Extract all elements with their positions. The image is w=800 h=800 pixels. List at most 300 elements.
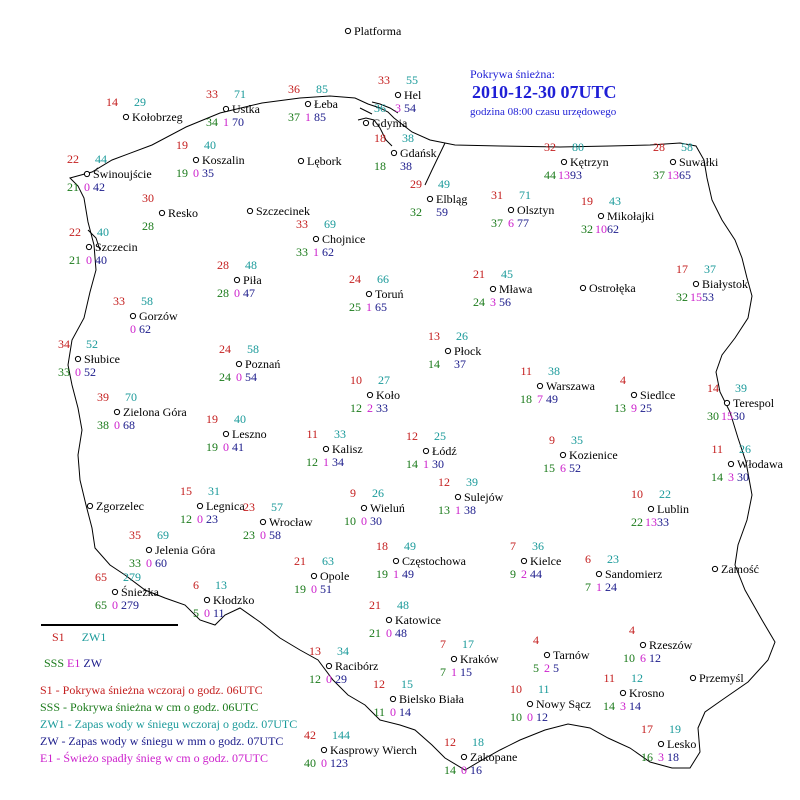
station bbox=[217, 258, 262, 300]
value-sss: 32 bbox=[676, 290, 688, 304]
station-marker bbox=[363, 120, 368, 125]
station bbox=[707, 381, 775, 423]
value-sss: 28 bbox=[142, 219, 154, 233]
station-name: Mikołajki bbox=[607, 209, 655, 223]
value-zw1: 12 bbox=[631, 671, 643, 685]
station bbox=[306, 427, 363, 469]
value-zw: 62 bbox=[322, 245, 334, 259]
value-s1: 24 bbox=[349, 272, 361, 286]
value-s1: 22 bbox=[69, 225, 81, 239]
station-marker bbox=[87, 503, 92, 508]
station-marker bbox=[223, 106, 228, 111]
value-zw: 24 bbox=[605, 580, 617, 594]
station-marker bbox=[326, 663, 331, 668]
value-zw1: 26 bbox=[739, 442, 751, 456]
value-e1: 1 bbox=[451, 665, 457, 679]
station-name: Śnieżka bbox=[121, 585, 159, 599]
value-e1: 0 bbox=[311, 582, 317, 596]
value-zw: 38 bbox=[464, 503, 476, 517]
legend-line-s1: S1 - Pokrywa śnieżna wczoraj o godz. 06UTC bbox=[40, 683, 263, 697]
value-zw: 65 bbox=[679, 168, 691, 182]
value-s1: 17 bbox=[676, 262, 688, 276]
station-marker bbox=[75, 356, 80, 361]
station bbox=[373, 677, 465, 719]
value-s1: 11 bbox=[603, 671, 615, 685]
station bbox=[206, 87, 261, 129]
station-marker bbox=[159, 210, 164, 215]
station-name: Kraków bbox=[460, 652, 499, 666]
station-marker bbox=[390, 696, 395, 701]
station bbox=[288, 82, 339, 124]
value-zw: 44 bbox=[530, 567, 542, 581]
station-marker bbox=[345, 28, 350, 33]
value-e1: 15 bbox=[690, 290, 702, 304]
value-e1: 0 bbox=[84, 180, 90, 194]
value-zw: 68 bbox=[123, 418, 135, 432]
value-zw1: 44 bbox=[95, 152, 107, 166]
value-zw1: 71 bbox=[234, 87, 246, 101]
value-s1: 22 bbox=[67, 152, 79, 166]
value-zw1: 48 bbox=[245, 258, 257, 272]
value-e1: 0 bbox=[260, 528, 266, 542]
value-e1: 1 bbox=[423, 457, 429, 471]
station-name: Kozienice bbox=[569, 448, 618, 462]
poland-border bbox=[68, 96, 775, 770]
value-zw: 30 bbox=[370, 514, 382, 528]
station bbox=[614, 373, 675, 415]
station bbox=[142, 191, 198, 233]
station-marker bbox=[305, 101, 310, 106]
value-s1: 30 bbox=[142, 191, 154, 205]
value-s1: 10 bbox=[350, 373, 362, 387]
value-sss: 19 bbox=[376, 567, 388, 581]
value-sss: 5 bbox=[533, 661, 539, 675]
value-e1: 6 bbox=[640, 651, 646, 665]
station-marker bbox=[690, 675, 695, 680]
station-name: Kielce bbox=[530, 554, 562, 568]
station-name: Włodawa bbox=[737, 457, 783, 471]
legend-line-sss: SSS - Pokrywa śnieżna w cm o godz. 06UTC bbox=[40, 700, 259, 714]
station-marker bbox=[112, 589, 117, 594]
value-zw: 47 bbox=[243, 286, 255, 300]
value-e1: 13 bbox=[558, 168, 570, 182]
value-e1: 2 bbox=[367, 401, 373, 415]
station bbox=[363, 101, 408, 130]
value-sss: 15 bbox=[543, 461, 555, 475]
station bbox=[345, 24, 402, 38]
value-zw: 14 bbox=[629, 699, 641, 713]
value-s1: 18 bbox=[374, 131, 386, 145]
value-sss: 16 bbox=[641, 750, 653, 764]
value-zw: 51 bbox=[320, 582, 332, 596]
station-name: Świnoujście bbox=[93, 167, 152, 181]
value-zw: 52 bbox=[569, 461, 581, 475]
station-name: Kalisz bbox=[332, 442, 363, 456]
value-zw: 56 bbox=[499, 295, 511, 309]
station-marker bbox=[204, 597, 209, 602]
value-zw: 11 bbox=[213, 606, 225, 620]
station bbox=[296, 217, 365, 259]
station bbox=[243, 500, 313, 542]
station-name: Wrocław bbox=[269, 515, 313, 529]
value-e1: 15 bbox=[721, 409, 733, 423]
value-s1: 35 bbox=[129, 528, 141, 542]
value-zw1: 40 bbox=[97, 225, 109, 239]
value-zw: 52 bbox=[84, 365, 96, 379]
value-e1: 0 bbox=[204, 606, 210, 620]
station-marker bbox=[598, 213, 603, 218]
value-sss: 12 bbox=[306, 455, 318, 469]
station-name: Katowice bbox=[395, 613, 441, 627]
station-name: Białystok bbox=[702, 277, 749, 291]
station-marker bbox=[521, 558, 526, 563]
value-s1: 9 bbox=[549, 433, 555, 447]
station-name: Ostrołęka bbox=[589, 281, 636, 295]
value-zw: 42 bbox=[93, 180, 105, 194]
value-zw1: 39 bbox=[735, 381, 747, 395]
station-marker bbox=[393, 558, 398, 563]
station bbox=[676, 262, 748, 304]
station-name: Opole bbox=[320, 569, 350, 583]
legend-key-zw: ZW bbox=[83, 656, 103, 670]
value-sss: 10 bbox=[344, 514, 356, 528]
station-marker bbox=[724, 400, 729, 405]
station-marker bbox=[193, 157, 198, 162]
station-marker bbox=[234, 277, 239, 282]
value-zw: 35 bbox=[202, 166, 214, 180]
value-s1: 12 bbox=[444, 735, 456, 749]
station bbox=[180, 484, 245, 526]
value-zw: 62 bbox=[139, 322, 151, 336]
value-zw: 41 bbox=[232, 440, 244, 454]
value-s1: 33 bbox=[378, 73, 390, 87]
station-marker bbox=[197, 503, 202, 508]
value-sss: 24 bbox=[219, 370, 231, 384]
value-zw: 58 bbox=[269, 528, 281, 542]
value-e1: 10 bbox=[595, 222, 607, 236]
station bbox=[585, 552, 662, 594]
station-name: Zgorzelec bbox=[96, 499, 144, 513]
station-name: Gdynia bbox=[372, 116, 408, 130]
station-name: Sandomierz bbox=[605, 567, 663, 581]
legend-key-row-1 bbox=[52, 630, 106, 645]
value-s1: 13 bbox=[428, 329, 440, 343]
station bbox=[67, 152, 152, 194]
station-marker bbox=[366, 291, 371, 296]
value-s1: 11 bbox=[306, 427, 318, 441]
station-marker bbox=[648, 506, 653, 511]
station-marker bbox=[527, 701, 532, 706]
station-marker bbox=[298, 158, 303, 163]
value-sss: 21 bbox=[369, 626, 381, 640]
legend-line-e1: E1 - Świeżo spadły śnieg w cm o godz. 07UTC bbox=[40, 751, 268, 765]
station bbox=[113, 294, 178, 336]
value-s1: 4 bbox=[533, 633, 539, 647]
station bbox=[410, 177, 467, 219]
value-e1: 13 bbox=[667, 168, 679, 182]
station bbox=[87, 499, 144, 513]
station bbox=[304, 728, 417, 770]
value-sss: 9 bbox=[510, 567, 516, 581]
station-name: Zakopane bbox=[470, 750, 518, 764]
value-zw1: 279 bbox=[123, 570, 141, 584]
station-name: Elbląg bbox=[436, 192, 468, 206]
value-zw1: 36 bbox=[532, 539, 544, 553]
station-name: Racibórz bbox=[335, 659, 379, 673]
value-s1: 7 bbox=[510, 539, 516, 553]
value-zw: 16 bbox=[470, 763, 482, 777]
station-marker bbox=[445, 348, 450, 353]
value-zw: 59 bbox=[436, 205, 448, 219]
value-e1: 1 bbox=[305, 110, 311, 124]
station bbox=[95, 570, 160, 612]
station-name: Przemyśl bbox=[699, 671, 744, 685]
station bbox=[623, 623, 693, 665]
value-zw1: 37 bbox=[704, 262, 716, 276]
value-e1: 3 bbox=[728, 470, 734, 484]
station-name: Sulejów bbox=[464, 490, 504, 504]
value-e1: 0 bbox=[321, 756, 327, 770]
value-sss: 5 bbox=[193, 606, 199, 620]
value-sss: 12 bbox=[309, 672, 321, 686]
value-sss: 33 bbox=[296, 245, 308, 259]
value-sss: 21 bbox=[67, 180, 79, 194]
station-marker bbox=[391, 150, 396, 155]
value-s1: 12 bbox=[373, 677, 385, 691]
station-marker bbox=[223, 431, 228, 436]
value-zw: 279 bbox=[121, 598, 139, 612]
value-zw1: 13 bbox=[215, 578, 227, 592]
station-name: Mława bbox=[499, 282, 533, 296]
station-marker bbox=[658, 741, 663, 746]
value-sss: 12 bbox=[350, 401, 362, 415]
value-e1: 0 bbox=[236, 370, 242, 384]
value-zw1: 19 bbox=[669, 722, 681, 736]
value-e1: 1 bbox=[223, 115, 229, 129]
station-name: Lublin bbox=[657, 502, 689, 516]
station-name: Leszno bbox=[232, 427, 267, 441]
value-sss: 25 bbox=[349, 300, 361, 314]
value-s1: 13 bbox=[309, 644, 321, 658]
value-e1: 0 bbox=[193, 166, 199, 180]
value-e1: 3 bbox=[395, 101, 401, 115]
value-zw1: 34 bbox=[337, 644, 349, 658]
station-name: Resko bbox=[168, 206, 198, 220]
value-s1: 28 bbox=[653, 140, 665, 154]
station bbox=[298, 154, 341, 168]
value-sss: 22 bbox=[631, 515, 643, 529]
value-zw: 14 bbox=[399, 705, 411, 719]
station bbox=[406, 429, 457, 471]
station-marker bbox=[114, 409, 119, 414]
station bbox=[247, 204, 310, 218]
value-s1: 21 bbox=[294, 554, 306, 568]
station-name: Gdańsk bbox=[400, 146, 437, 160]
value-s1: 19 bbox=[206, 412, 218, 426]
station-marker bbox=[508, 207, 513, 212]
value-zw: 33 bbox=[376, 401, 388, 415]
value-s1: 17 bbox=[641, 722, 653, 736]
value-sss: 19 bbox=[176, 166, 188, 180]
station bbox=[349, 272, 404, 314]
value-zw1: 55 bbox=[406, 73, 418, 87]
station-marker bbox=[490, 286, 495, 291]
value-sss: 14 bbox=[428, 357, 440, 371]
value-zw1: 49 bbox=[438, 177, 450, 191]
value-e1: 0 bbox=[461, 763, 467, 777]
value-sss: 12 bbox=[180, 512, 192, 526]
station-name: Częstochowa bbox=[402, 554, 466, 568]
station bbox=[580, 281, 636, 295]
value-s1: 33 bbox=[206, 87, 218, 101]
station-marker bbox=[84, 171, 89, 176]
value-zw: 49 bbox=[546, 392, 558, 406]
station-name: Kętrzyn bbox=[570, 155, 609, 169]
value-e1: 3 bbox=[490, 295, 496, 309]
value-zw: 70 bbox=[232, 115, 244, 129]
station bbox=[350, 373, 400, 415]
value-zw: 53 bbox=[702, 290, 714, 304]
value-zw1: 52 bbox=[86, 337, 98, 351]
value-zw: 65 bbox=[375, 300, 387, 314]
value-e1: 0 bbox=[234, 286, 240, 300]
station bbox=[294, 554, 349, 596]
value-e1: 3 bbox=[658, 750, 664, 764]
station-marker bbox=[455, 494, 460, 499]
legend-key-zw1: ZW1 bbox=[81, 630, 107, 644]
station-name: Kołobrzeg bbox=[132, 110, 183, 124]
value-zw: 40 bbox=[95, 253, 107, 267]
station-marker bbox=[596, 571, 601, 576]
value-zw1: 45 bbox=[501, 267, 513, 281]
value-zw1: 63 bbox=[322, 554, 334, 568]
station bbox=[58, 337, 120, 379]
value-s1: 42 bbox=[304, 728, 316, 742]
station-name: Kłodzko bbox=[213, 593, 255, 607]
value-s1: 19 bbox=[581, 194, 593, 208]
value-zw1: 71 bbox=[519, 188, 531, 202]
station-name: Szczecin bbox=[95, 240, 138, 254]
station bbox=[690, 671, 744, 685]
value-sss: 33 bbox=[129, 556, 141, 570]
value-s1: 21 bbox=[369, 598, 381, 612]
title-local-time: godzina 08:00 czasu urzędowego bbox=[470, 106, 617, 118]
value-e1: 0 bbox=[114, 418, 120, 432]
value-s1: 29 bbox=[410, 177, 422, 191]
station-name: Lesko bbox=[667, 737, 697, 751]
station-marker bbox=[580, 285, 585, 290]
value-e1: 13 bbox=[645, 515, 657, 529]
value-sss: 14 bbox=[444, 763, 456, 777]
value-zw: 33 bbox=[657, 515, 669, 529]
value-s1: 18 bbox=[376, 539, 388, 553]
value-e1: 2 bbox=[521, 567, 527, 581]
station-name: Krosno bbox=[629, 686, 665, 700]
value-s1: 10 bbox=[631, 487, 643, 501]
value-zw1: 26 bbox=[372, 486, 384, 500]
value-s1: 31 bbox=[491, 188, 503, 202]
station-marker bbox=[451, 656, 456, 661]
value-zw1: 15 bbox=[401, 677, 413, 691]
station-name: Szczecinek bbox=[256, 204, 310, 218]
value-zw1: 17 bbox=[462, 637, 474, 651]
value-sss: 7 bbox=[440, 665, 446, 679]
value-zw: 123 bbox=[330, 756, 348, 770]
station-marker bbox=[323, 446, 328, 451]
value-zw1: 26 bbox=[456, 329, 468, 343]
station-marker bbox=[123, 114, 128, 119]
value-zw1: 43 bbox=[609, 194, 621, 208]
station-name: Koszalin bbox=[202, 153, 245, 167]
station-name: Kasprowy Wierch bbox=[330, 743, 417, 757]
station-name: Wieluń bbox=[370, 501, 405, 515]
value-sss: 10 bbox=[623, 651, 635, 665]
value-zw1: 38 bbox=[548, 364, 560, 378]
station bbox=[369, 598, 441, 640]
legend-key-s1: S1 bbox=[52, 630, 65, 644]
value-zw1: 23 bbox=[607, 552, 619, 566]
value-zw: 37 bbox=[454, 357, 466, 371]
value-zw: 23 bbox=[206, 512, 218, 526]
value-zw: 77 bbox=[517, 216, 529, 230]
value-zw1: 58 bbox=[247, 342, 259, 356]
value-e1: 0 bbox=[223, 440, 229, 454]
value-zw: 38 bbox=[400, 159, 412, 173]
station-marker bbox=[423, 448, 428, 453]
value-sss: 30 bbox=[707, 409, 719, 423]
value-e1: 0 bbox=[75, 365, 81, 379]
value-zw: 85 bbox=[314, 110, 326, 124]
station-marker bbox=[86, 244, 91, 249]
station-name: Warszawa bbox=[546, 379, 596, 393]
station-name: Poznań bbox=[245, 357, 281, 371]
station bbox=[309, 644, 378, 686]
station bbox=[641, 722, 696, 764]
value-sss: 14 bbox=[603, 699, 615, 713]
value-zw1: 49 bbox=[404, 539, 416, 553]
value-sss: 32 bbox=[410, 205, 422, 219]
value-zw1: 18 bbox=[472, 735, 484, 749]
value-s1: 12 bbox=[438, 475, 450, 489]
value-sss: 34 bbox=[206, 115, 218, 129]
value-sss: 19 bbox=[206, 440, 218, 454]
value-e1: 1 bbox=[393, 567, 399, 581]
value-s1: 11 bbox=[711, 442, 723, 456]
station bbox=[510, 539, 561, 581]
station bbox=[510, 682, 591, 724]
value-sss: 37 bbox=[288, 110, 300, 124]
value-s1: 12 bbox=[406, 429, 418, 443]
value-e1: 3 bbox=[620, 699, 626, 713]
value-e1: 1 bbox=[366, 300, 372, 314]
station-name: Legnica bbox=[206, 499, 245, 513]
value-s1: 21 bbox=[473, 267, 485, 281]
value-sss: 21 bbox=[69, 253, 81, 267]
station-marker bbox=[544, 652, 549, 657]
station-name: Piła bbox=[243, 273, 262, 287]
value-zw: 60 bbox=[155, 556, 167, 570]
value-e1: 0 bbox=[326, 672, 332, 686]
value-zw: 62 bbox=[607, 222, 619, 236]
value-e1: 0 bbox=[527, 710, 533, 724]
value-zw1: 40 bbox=[204, 138, 216, 152]
value-zw1: 85 bbox=[316, 82, 328, 96]
legend-key-e1: E1 bbox=[67, 656, 81, 670]
value-zw: 15 bbox=[460, 665, 472, 679]
value-s1: 7 bbox=[440, 637, 446, 651]
value-e1: 0 bbox=[112, 598, 118, 612]
station-marker bbox=[236, 361, 241, 366]
